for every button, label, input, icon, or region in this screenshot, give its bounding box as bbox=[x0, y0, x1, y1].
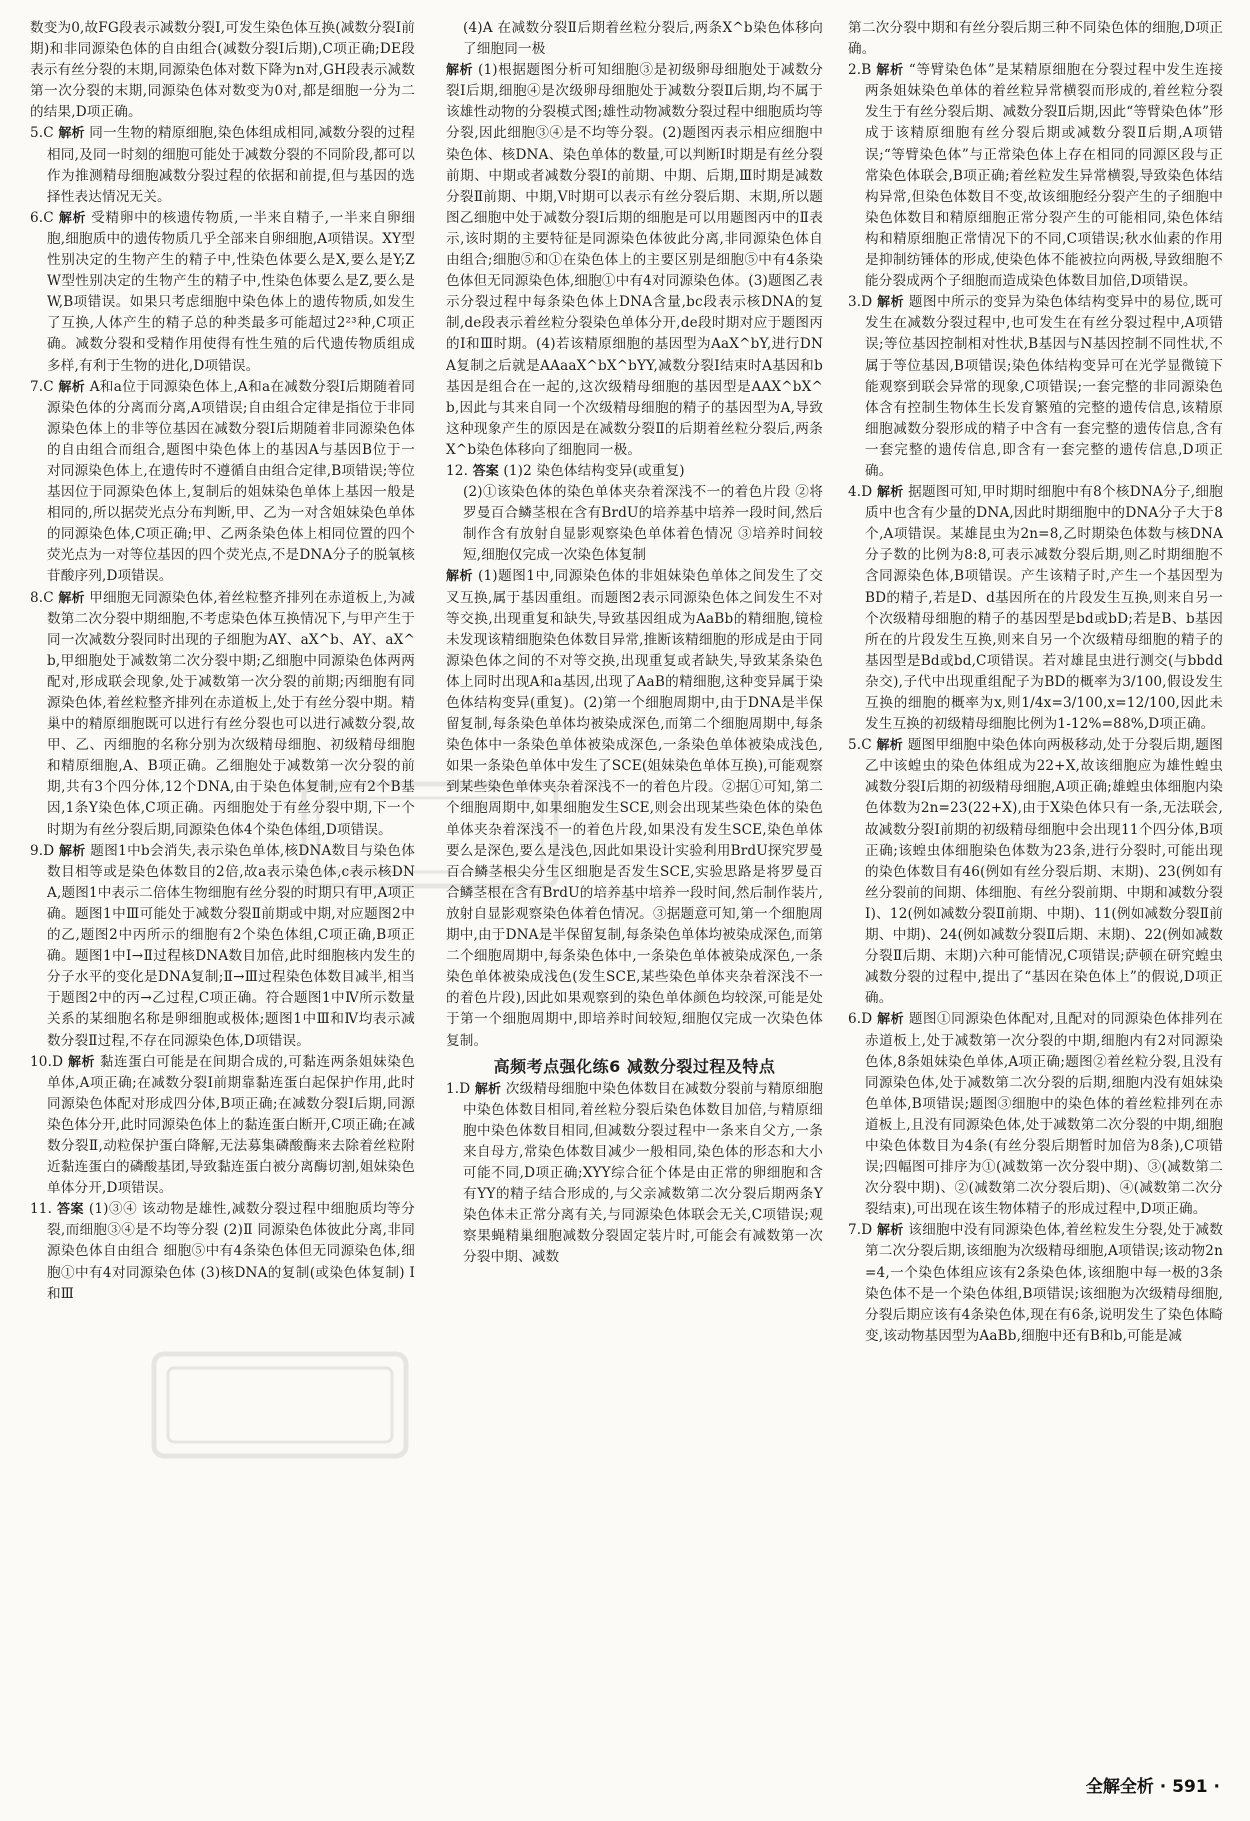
answer-item bbox=[30, 588, 415, 841]
answer-text: 同一生物的精原细胞,染色体组成相同,减数分裂的过程相同,及同一时刻的细胞可能处于减数分裂的不同阶段,都可以作为推测精母细胞减数分裂过程的依据和前提,但与基因的选择性表达情况无关。 bbox=[47, 125, 416, 205]
answer-text: (4)A 在减数分裂Ⅱ后期着丝粒分裂后,两条X^b染色体移向了细胞同一极 bbox=[463, 20, 823, 58]
section-heading: 高频考点强化练6 减数分裂过程及特点 bbox=[493, 1056, 776, 1076]
answer-item bbox=[446, 566, 823, 1051]
page-footer: 全解全析 · 591 · bbox=[1085, 1777, 1220, 1797]
answer-text: 题图中所示的变异为染色体结构变异中的易位,既可发生在减数分裂过程中,也可发生在有丝分裂过程中,A项错误;等位基因控制相对性状,B基因与N基因控制不同性状,不属于等位基因,B项错误;染色体结构变异可在光学显微镜下能观察到联会异常的现象,C项错误;一套完整的非同源染色体含有控制生物体生长发育繁殖的完整的遗传信息,该精原细胞减数分裂形成的精子中含有一套完整的遗传信息,含有一套完整的遗传信息,即含有一套完整的遗传信息,D项正确。 bbox=[865, 294, 1223, 479]
answer-item bbox=[30, 208, 415, 377]
answer-keyword: 解析 bbox=[876, 738, 904, 754]
answer-text: A和a位于同源染色体上,A和a在减数分裂Ⅰ后期随着同源染色体的分离而分离,A项错误;自由组合定律是指位于非同源染色体上的非等位基因在减数分裂Ⅰ后期随着非同源染色体的自由组合而组合,题图中染色体上的基因A与基因B位于一对同源染色体上,在遗传时不遵循自由组合定律,B项错误;等位基因位于同源染色体上,复制后的姐妹染色单体上基因一般是相同的,所以据荧光点分布判断,甲、乙为一对含姐妹染色单体的同源染色体,C项正确;甲、乙两条染色体上相同位置的四个荧光点为一对等位基因的四个荧光点,不是DNA分子的脱氧核苷酸序列,D项错误。 bbox=[47, 378, 415, 585]
item-number: 7.C bbox=[30, 378, 54, 395]
answer-text: 题图甲细胞中染色体向两极移动,处于分裂后期,题图乙中该蝗虫的染色体组成为22+X,故该细胞应为雄性蝗虫减数分裂Ⅰ后期的初级精母细胞,A项正确;雄蝗虫体细胞内染色体数为2n=23(22+X),由于X染色体只有一条,无法联会,故减数分裂Ⅰ前期的初级精母细胞中会出现11个四分体,B项正确;该蝗虫体细胞染色体数为23条,进行分裂时,可能出现的染色体数目有46(例如有丝分裂后期、末期)、23(例如有丝分裂前的间期、体细胞、有丝分裂前期、中期和减数分裂Ⅰ)、12(例如减数分裂Ⅱ前期、中期)、11(例如减数分裂Ⅱ前期、中期)、24(例如减数分裂Ⅱ后期、末期)、22(例如减数分裂Ⅱ后期、末期)六种可能情况,C项错误;萨顿在研究蝗虫减数分裂的过程中,提出了“基因在染色体上”的假说,D项正确。 bbox=[865, 737, 1223, 1007]
answer-keyword: 解析 bbox=[876, 63, 904, 79]
answer-keyword: 解析 bbox=[58, 126, 85, 142]
answer-keyword: 解析 bbox=[877, 1012, 905, 1028]
item-number: 12. bbox=[446, 462, 469, 479]
answer-item bbox=[848, 60, 1223, 292]
item-number: 9.D bbox=[30, 842, 55, 859]
answer-keyword: 解析 bbox=[58, 843, 86, 859]
answer-item bbox=[848, 482, 1223, 735]
column-right bbox=[848, 18, 1223, 1347]
answer-item bbox=[30, 1052, 415, 1200]
answer-item bbox=[446, 1079, 823, 1269]
answer-keyword: 答案 bbox=[56, 1202, 85, 1218]
answer-keyword: 解析 bbox=[446, 63, 474, 79]
answer-text: 该细胞中没有同源染色体,着丝粒发生分裂,处于减数第二次分裂后期,该细胞为次级精母细胞,A项错误;该动物2n=4,一个染色体组应该有2条染色体,该细胞中每一极的3条染色体不是一个染色体组,B项错误;该细胞为次级精母细胞,分裂后期应该有4条染色体,现在有6条,说明发生了染色体畸变,该动物基因型为AaBb,细胞中还有B和b,可能是减 bbox=[865, 1222, 1223, 1344]
answer-item bbox=[848, 18, 1223, 60]
answer-text: 次级精母细胞中染色体数目在减数分裂前与精原细胞中染色体数目相同,着丝粒分裂后染色体数目加倍,与精原细胞中染色体数目相同,但减数分裂过程中一条来自父方,一条来自母方,常染色体数目减少一般相同,染色体的形态和大小可能不同,D项正确;XYY综合征个体是由正常的卵细胞和含有YY的精子结合形成的,与父亲减数第二次分裂后期两条Y染色体未正常分离有关,与同源染色体联会无关,C项错误;观察果蝇精巢细胞减数分裂固定装片时,可能会有减数第一次分裂中期、减数 bbox=[463, 1080, 823, 1266]
answer-keyword: 答案 bbox=[472, 463, 499, 479]
answer-item bbox=[446, 60, 823, 461]
item-number: 1.D bbox=[446, 1080, 471, 1097]
answer-item bbox=[30, 1199, 415, 1304]
item-number: 2.B bbox=[848, 62, 872, 79]
answer-item bbox=[30, 123, 415, 207]
item-number: 3.D bbox=[848, 294, 873, 311]
answer-keyword: 解析 bbox=[876, 1223, 904, 1239]
answer-keyword: 解析 bbox=[67, 1054, 96, 1070]
column-middle bbox=[446, 18, 823, 1269]
answer-text: (2)①该染色体的染色单体夹杂着深浅不一的着色片段 ②将罗曼百合鳞茎根在含有BrdU的培养基中培养一段时间,然后制作含有放射自显影观察染色单体着色情况 ③培养时间较短,细胞仅完成一次染色体复制 bbox=[463, 484, 823, 564]
answer-text: 第二次分裂中期和有丝分裂后期三种不同染色体的细胞,D项正确。 bbox=[848, 20, 1223, 58]
answer-text: (1)③④ 该动物是雄性,减数分裂过程中细胞质均等分裂,而细胞③④是不均等分裂 (2)Ⅱ 同源染色体彼此分离,非同源染色体自由组合 细胞⑤中有4条染色体但无同源染色体,细胞①中有4对同源染色体 (3)核DNA的复制(或染色体复制) Ⅰ和Ⅲ bbox=[47, 1201, 415, 1302]
answer-item bbox=[848, 1220, 1223, 1347]
column-left bbox=[30, 18, 415, 1305]
answer-item bbox=[446, 482, 823, 566]
answer-item bbox=[848, 735, 1223, 1009]
item-number: 6.D bbox=[848, 1011, 873, 1028]
item-number: 8.C bbox=[30, 589, 54, 606]
answer-keyword: 解析 bbox=[446, 569, 474, 585]
answer-text: (1)题图1中,同源染色体的非姐妹染色单体之间发生了交叉互换,属于基因重组。而题图2表示同源染色体之间发生不对等交换,出现重复和缺失,导致基因组成为AaBb的精细胞,镜检未发现该精细胞染色体数目异常,推断该精细胞的形成是由于同源染色体之间的不对等交换,出现重复或者缺失,导致某条染色体上同时出现A和a基因,出现了AaB的精细胞,这种变异属于染色体结构变异(重复)。(2)第一个细胞周期中,由于DNA是半保留复制,每条染色单体均被染成深色,而第二个细胞周期中,每条染色体中一条染色单体被染成深色,一条染色单体被染成浅色,如果一条染色单体中发生了SCE(姐妹染色单体互换),可能观察到某些染色单体夹杂着深浅不一的着色片段。②据①可知,第二个细胞周期中,如果细胞发生SCE,则会出现某些染色体的染色单体夹杂着深浅不一的着色片段,如果没有发生SCE,染色单体要么是深色,要么是浅色,因此如果设计实验利用BrdU探究罗曼百合鳞茎根尖分生区细胞是否发生SCE,实验思路是将罗曼百合鳞茎根在含有BrdU的培养基中培养一段时间,然后制作装片,放射自显影观察染色体着色情况。③据题意可知,第一个细胞周期中,由于DNA是半保留复制,每条染色单体均被染成深色,而第二个细胞周期中,每条染色体中,一条染色单体被染成深色,一条染色单体被染成浅色(发生SCE,某些染色单体夹杂着深浅不一的着色片段),因此如果观察到的染色单体颜色均较深,可能是处于第一个细胞周期中,即培养时间较短,细胞仅完成一次染色体复制。 bbox=[446, 568, 823, 1049]
answer-text: “等臂染色体”是某精原细胞在分裂过程中发生连接两条姐妹染色单体的着丝粒异常横裂而形成的,着丝粒分裂发生于有丝分裂后期、减数分裂Ⅱ后期,因此“等臂染色体”形成于该精原细胞有丝分裂后期或减数分裂Ⅱ后期,A项错误;“等臂染色体”与正常染色体上存在相同的同源区段与正常染色体联会,B项正确;着丝粒发生异常横裂,导致染色体结构异常,但染色体数目不变,故该细胞经分裂产生的子细胞中染色体数目和精原细胞正常分裂产生的可能相同,染色体结构和精原细胞正常情况下的不同,C项错误;秋水仙素的作用是抑制纺锤体的形成,使染色体不能被拉向两极,导致细胞不能分裂成两个子细胞而造成染色体数目加倍,D项错误。 bbox=[865, 62, 1223, 290]
answer-text: 数变为0,故FG段表示减数分裂Ⅰ,可发生染色体互换(减数分裂Ⅰ前期)和非同源染色体的自由组合(减数分裂Ⅰ后期),C项正确;DE段表示有丝分裂的末期,同源染色体对数下降为n对,GH段表示减数第一次分裂的末期,同源染色体对数变为0对,都是细胞一分为二的结果,D项正确。 bbox=[30, 20, 415, 121]
item-number: 11. bbox=[30, 1201, 53, 1218]
answer-keyword: 解析 bbox=[876, 485, 904, 501]
answer-text: 黏连蛋白可能是在间期合成的,可黏连两条姐妹染色单体,A项正确;在减数分裂Ⅰ前期靠黏连蛋白起保护作用,此时同源染色体配对形成四分体,B项正确;在减数分裂Ⅰ后期,同源染色体分开,此时同源染色体上的黏连蛋白断开,C项正确;在减数分裂Ⅱ,动粒保护蛋白降解,无法募集磷酸酶来去除着丝粒附近黏连蛋白的磷酸基团,导致黏连蛋白被分离酶切割,姐妹染色单体分开,D项错误。 bbox=[47, 1053, 415, 1197]
answer-item bbox=[446, 461, 823, 482]
answer-item bbox=[446, 18, 823, 60]
answer-item bbox=[30, 841, 415, 1052]
item-number: 5.C bbox=[30, 125, 54, 142]
item-number: 6.C bbox=[30, 209, 54, 226]
answer-keyword: 解析 bbox=[58, 210, 87, 226]
answer-item bbox=[848, 292, 1223, 482]
item-number: 5.C bbox=[848, 737, 872, 754]
answer-text: 据题图可知,甲时期时细胞中有8个核DNA分子,细胞质中也含有少量的DNA,因此时期细胞中的DNA分子大于8个,A项错误。某雄昆虫为2n=8,乙时期染色体数与核DNA分子数的比例为8:8,可表示减数分裂后期,则乙时期细胞不含同源染色体,B项错误。产生该精子时,产生一个基因型为BD的精子,若是D、d基因所在的片段发生互换,则来自另一个次级精母细胞的精子的基因型是bd或bD;若是B、b基因所在的片段发生互换,则来自另一个次级精母细胞的精子的基因型是Bd或bd,C项错误。若对雄昆虫进行测交(与bbdd杂交),子代中出现重组配子为BD的概率为3/100,假设发生互换的细胞的概率为x,则1/4x=3/100,x=12/100,因此未发生互换的初级精母细胞比例为1-12%=88%,D项正确。 bbox=[865, 484, 1223, 733]
answer-keyword: 解析 bbox=[877, 295, 905, 311]
answer-text: 甲细胞无同源染色体,着丝粒整齐排列在赤道板上,为减数第二次分裂中期细胞,不考虑染色体互换情况下,与甲产生于同一次减数分裂同时出现的子细胞为AY、aX^b、AY、aX^b,甲细胞处于减数第二次分裂中期;乙细胞中同源染色体两两配对,形成联会现象,处于减数第一次分裂的前期;丙细胞有同源染色体,着丝粒整齐排列在赤道板上,处于有丝分裂中期。精巢中的精原细胞既可以进行有丝分裂也可以进行减数分裂,故甲、乙、丙细胞的名称分别为次级精母细胞、初级精母细胞和精原细胞,A、B项正确。乙细胞处于减数第一次分裂的前期,共有3个四分体,12个DNA,由于染色体复制,应有2个B基因,1条Y染色体,C项正确。丙细胞处于有丝分裂中期,下一个时期为有丝分裂后期,同源染色体4个染色体组,D项错误。 bbox=[47, 589, 416, 838]
answer-text: 题图1中b会消失,表示染色单体,核DNA数目与染色体数目相等或是染色体数目的2倍,故a表示染色体,c表示核DNA,题图1中表示二倍体生物细胞有丝分裂的时期只有甲,A项正确。题图1中Ⅲ可能处于减数分裂Ⅱ前期或中期,对应题图2中的乙,题图2中丙所示的细胞有2个染色体组,C项正确,B项正确。题图1中Ⅰ→Ⅱ过程核DNA数目加倍,此时细胞核内发生的分子水平的变化是DNA复制;Ⅱ→Ⅲ过程染色体数目减半,相当于题图2中的丙→乙过程,C项正确。符合题图1中Ⅳ所示数量关系的某细胞名称是卵细胞或极体;题图1中Ⅲ和Ⅳ均表示减数分裂Ⅱ过程,不存在同源染色体,D项错误。 bbox=[47, 842, 415, 1049]
answer-text: 受精卵中的核遗传物质,一半来自精子,一半来自卵细胞,细胞质中的遗传物质几乎全部来自卵细胞,A项错误。XY型性别决定的生物产生的精子中,性染色体要么是X,要么是Y;ZW型性别决定的生物产生的精子中,性染色体要么是Z,要么是W,B项错误。如果只考虑细胞中染色体上的遗传物质,如发生了互换,人体产生的精子总的种类最多可能超过2²³种,C项正确。减数分裂和受精作用使得有性生殖的后代遗传物质组成多样,有利于生物的进化,D项错误。 bbox=[47, 209, 415, 374]
answer-keyword: 解析 bbox=[58, 590, 85, 606]
item-number: 7.D bbox=[848, 1222, 873, 1239]
item-number: 4.D bbox=[848, 484, 873, 501]
answer-keyword: 解析 bbox=[58, 379, 86, 395]
item-number: 10.D bbox=[30, 1053, 64, 1070]
answer-text: (1)2 染色体结构变异(或重复) bbox=[503, 462, 685, 479]
answer-text: (1)根据题图分析可知细胞③是初级卵母细胞处于减数分裂Ⅰ后期,细胞④是次级卵母细胞处于减数分裂Ⅱ后期,均不属于该雄性动物的分裂模式图;雄性动物减数分裂过程中细胞质均等分裂,因此细胞③④是不均等分裂。(2)题图丙表示相应细胞中染色体、核DNA、染色单体的数量,可以判断Ⅰ时期是有丝分裂前期、中期或者减数分裂Ⅰ的前期、中期、后期,Ⅲ时期是减数分裂Ⅱ前期、中期,Ⅴ时期可以表示有丝分裂后期、末期,所以题图乙细胞中处于减数分裂Ⅰ后期的细胞是可以用题图丙中的Ⅱ表示,该时期的主要特征是同源染色体彼此分离,非同源染色体自由组合;细胞⑤和①在染色体上的主要区别是细胞⑤中有4条染色体但无同源染色体,细胞①中有4对同源染色体。(3)题图乙表示分裂过程中每条染色体上DNA含量,bc段表示核DNA的复制,de段表示着丝粒分裂染色单体分开,de段时期对应于题图丙的Ⅰ和Ⅲ时期。(4)若该精原细胞的基因型为AaX^bY,进行DNA复制之后就是AAaaX^bX^bYY,减数分裂Ⅰ结束时A基因和b基因是组合在一起的,这次级精母细胞的基因型是AAX^bX^b,因此与其来自同一个次级精母细胞的精子的基因型为A,导致这种现象产生的原因是在减数分裂Ⅱ的后期着丝粒分裂后,两条X^b染色体移向了细胞同一极。 bbox=[446, 62, 823, 458]
watermark-stamp-lower bbox=[150, 1350, 410, 1460]
answer-keyword: 解析 bbox=[474, 1081, 502, 1097]
answer-item bbox=[30, 377, 415, 588]
answer-text: 题图①同源染色体配对,且配对的同源染色体排列在赤道板上,处于减数第一次分裂的中期,细胞内有2对同源染色体,8条姐妹染色单体,A项正确;题图②着丝粒分裂,且没有同源染色体,处于减数第二次分裂的后期,细胞内没有姐妹染色单体,B项错误;题图③细胞中的染色体的着丝粒排列在赤道板上,且没有同源染色体,处于减数第二次分裂的中期,细胞中染色体数目为4条(有丝分裂后期暂时加倍为8条),C项错误;四幅图可排序为①(减数第一次分裂中期)、③(减数第二次分裂中期)、②(减数第二次分裂后期)、④(减数第二次分裂结束),可出现在该生物体精子的形成过程中,D项正确。 bbox=[865, 1011, 1223, 1218]
answer-item bbox=[30, 18, 415, 123]
answer-item bbox=[848, 1009, 1223, 1220]
